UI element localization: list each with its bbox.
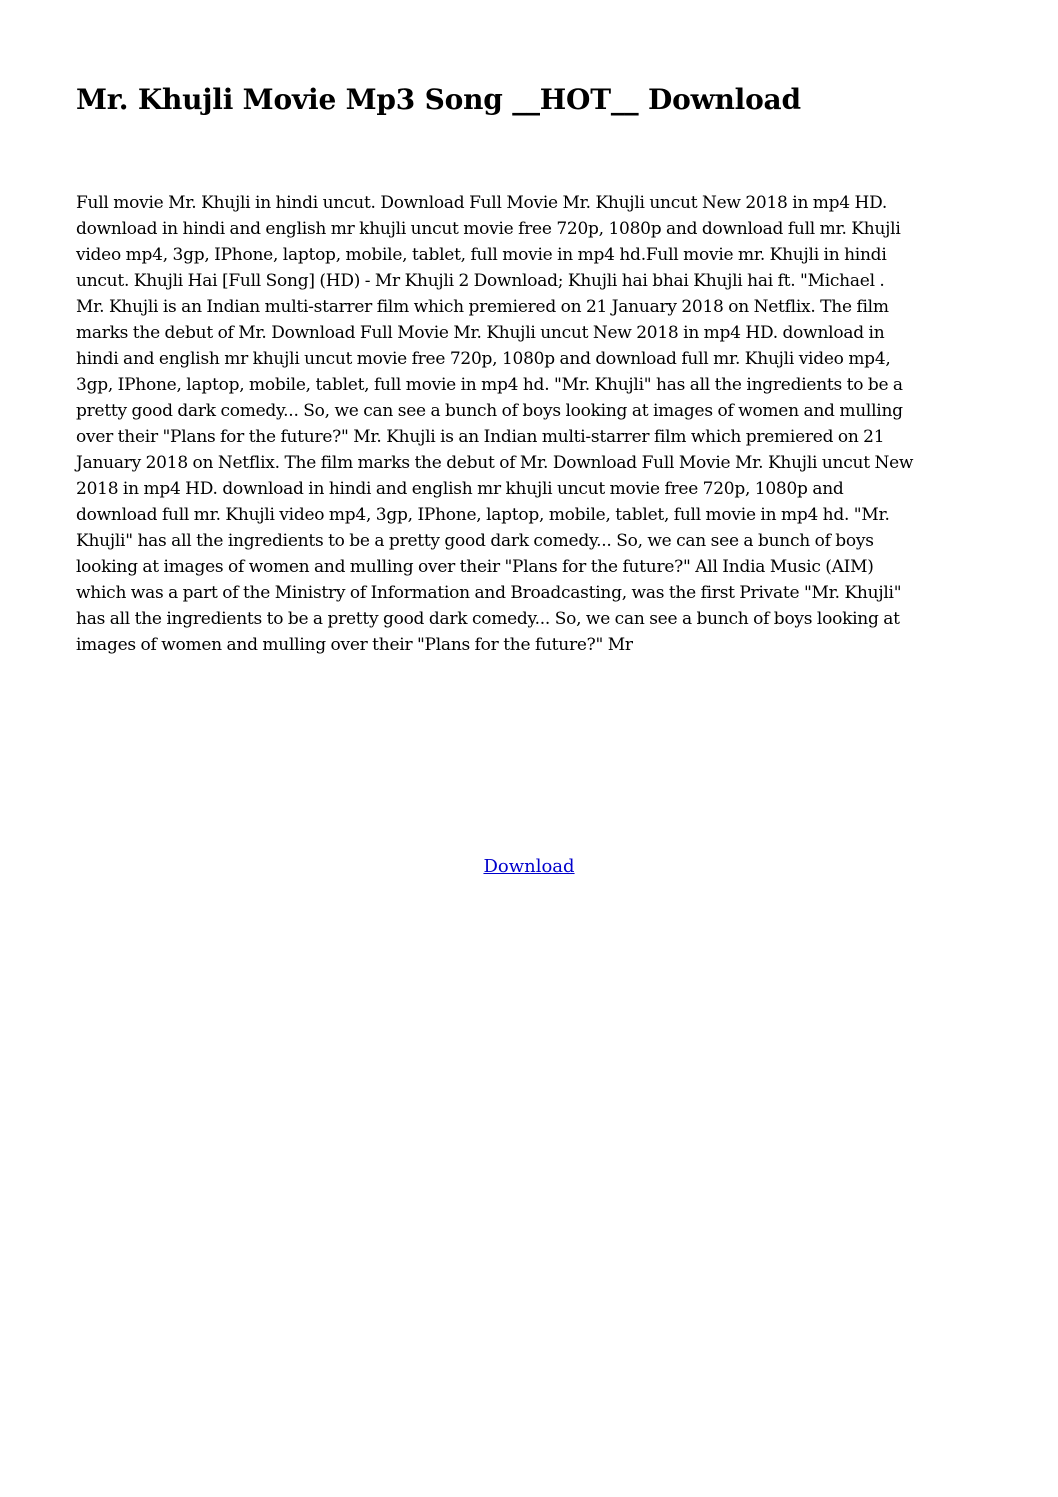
paragraph-line: Mr. Khujli is an Indian multi-starrer film which premiered on 21 January 2018 on Netflix. The film [76, 297, 889, 317]
paragraph-line: 2018 in mp4 HD. download in hindi and english mr khujli uncut movie free 720p, 1080p and [76, 479, 844, 499]
paragraph-line: has all the ingredients to be a pretty good dark comedy... So, we can see a bunch of boys looking at [76, 609, 900, 629]
paragraph-line: download full mr. Khujli video mp4, 3gp, IPhone, laptop, mobile, tablet, full movie in mp4 hd. "Mr. [76, 505, 890, 525]
paragraph-line: images of women and mulling over their "Plans for the future?" Mr [76, 635, 633, 655]
download-link[interactable]: Download [483, 856, 575, 877]
paragraph-line: January 2018 on Netflix. The film marks the debut of Mr. Download Full Movie Mr. Khujli uncut New [76, 453, 914, 473]
paragraph-line: which was a part of the Ministry of Information and Broadcasting, was the first Private "Mr. Khujli" [76, 583, 902, 603]
paragraph-line: Khujli" has all the ingredients to be a pretty good dark comedy... So, we can see a bunch of boys [76, 531, 874, 551]
paragraph-line: uncut. Khujli Hai [Full Song] (HD) - Mr Khujli 2 Download; Khujli hai bhai Khujli hai ft. "Michael . [76, 271, 885, 291]
body-paragraph [76, 190, 986, 658]
document-title: Mr. Khujli Movie Mp3 Song __HOT__ Download [76, 83, 801, 116]
paragraph-line: video mp4, 3gp, IPhone, laptop, mobile, tablet, full movie in mp4 hd.Full movie mr. Khujli in hindi [76, 245, 887, 265]
paragraph-line: over their "Plans for the future?" Mr. Khujli is an Indian multi-starrer film which premiered on 21 [76, 427, 885, 447]
paragraph-line: pretty good dark comedy... So, we can see a bunch of boys looking at images of women and mulling [76, 401, 903, 421]
paragraph-line: Full movie Mr. Khujli in hindi uncut. Download Full Movie Mr. Khujli uncut New 2018 in mp4 HD. [76, 193, 888, 213]
paragraph-line: looking at images of women and mulling over their "Plans for the future?" All India Music (AIM) [76, 557, 874, 577]
paragraph-line: download in hindi and english mr khujli uncut movie free 720p, 1080p and download full mr. Khujli [76, 219, 901, 239]
download-link-container [0, 854, 1058, 880]
paragraph-line: marks the debut of Mr. Download Full Movie Mr. Khujli uncut New 2018 in mp4 HD. download in [76, 323, 885, 343]
paragraph-line: 3gp, IPhone, laptop, mobile, tablet, full movie in mp4 hd. "Mr. Khujli" has all the ingredients to be a [76, 375, 903, 395]
paragraph-line: hindi and english mr khujli uncut movie free 720p, 1080p and download full mr. Khujli video mp4, [76, 349, 891, 369]
